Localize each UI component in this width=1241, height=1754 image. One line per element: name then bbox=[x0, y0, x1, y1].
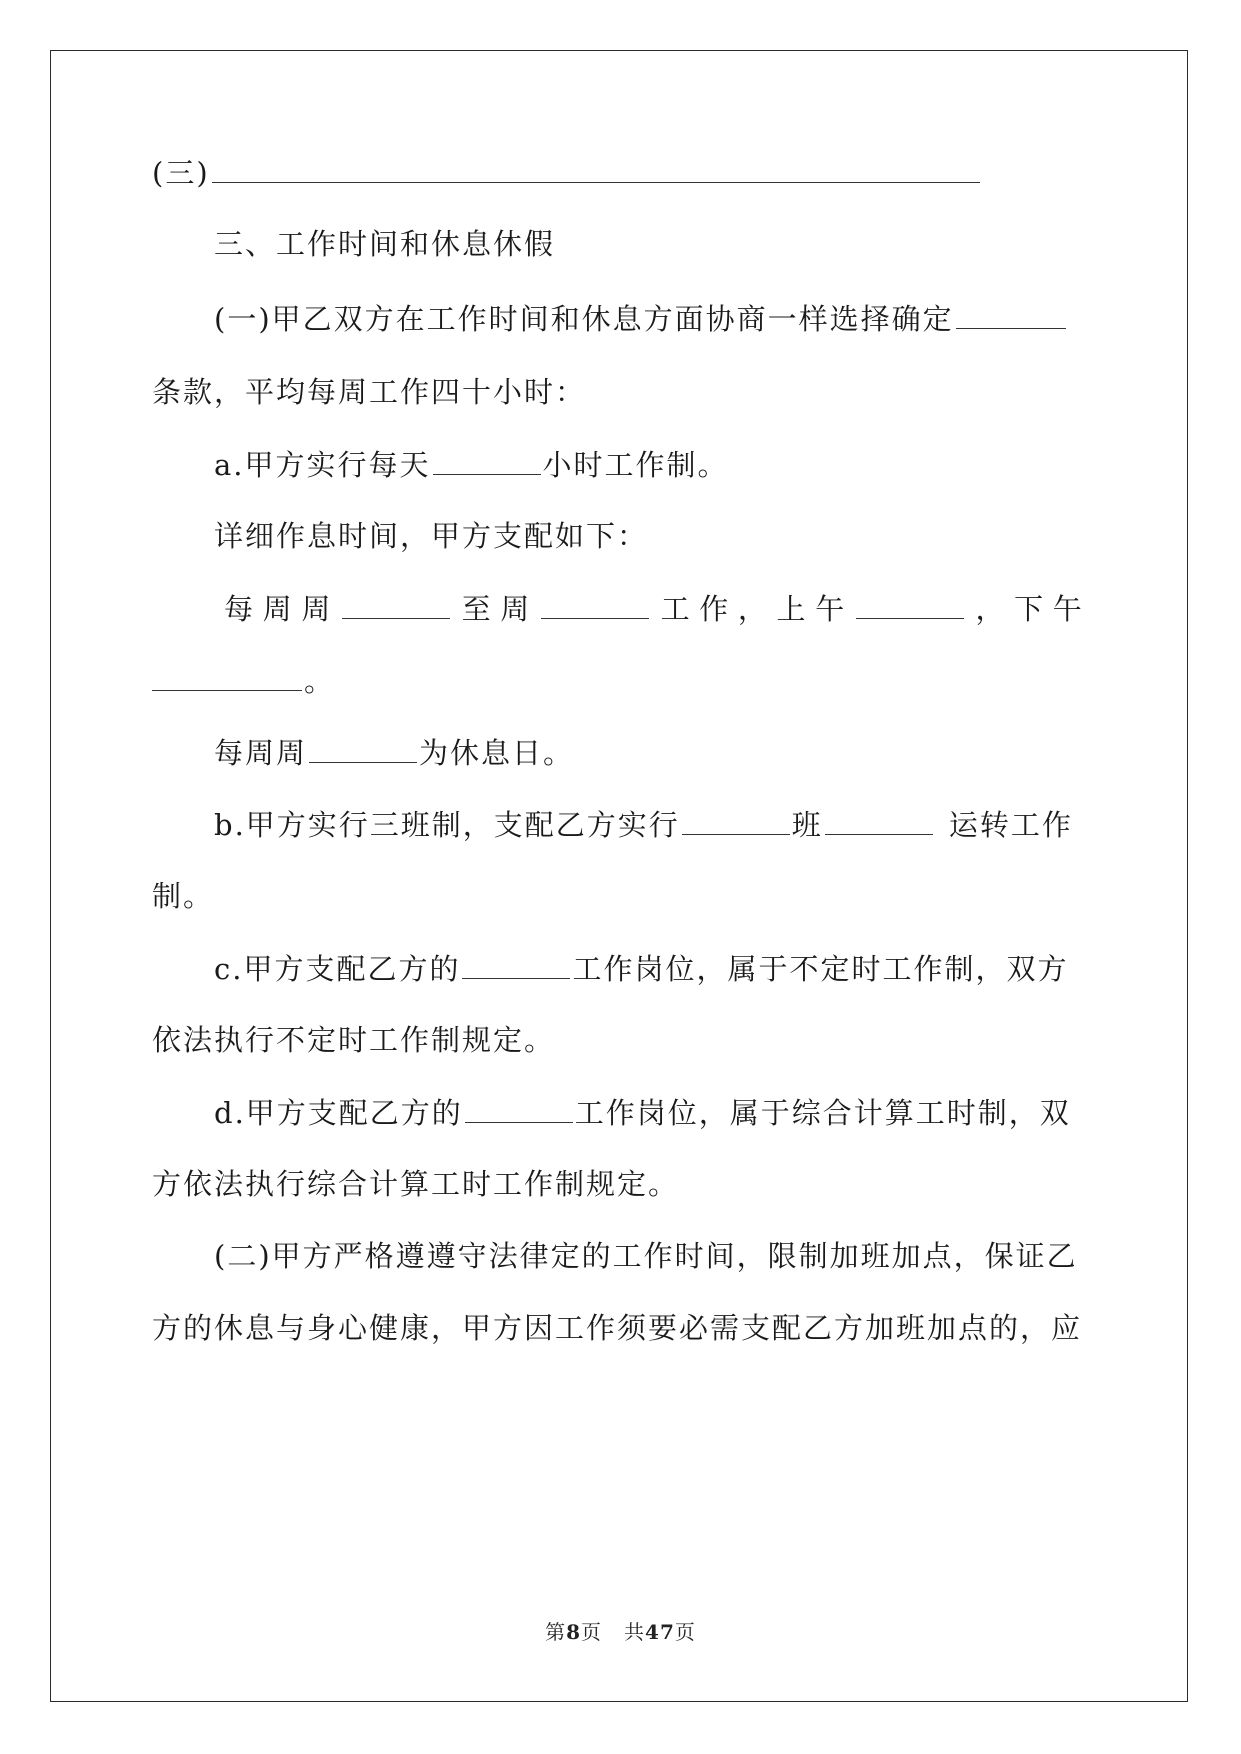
text-line-6 bbox=[152, 516, 1082, 556]
word: 下 bbox=[1014, 592, 1044, 626]
text-line-17 bbox=[152, 1308, 1082, 1348]
word: 周 bbox=[500, 592, 530, 626]
paragraph-text: 制。 bbox=[152, 879, 215, 913]
fill-in-blank[interactable] bbox=[433, 444, 541, 475]
text-line-3 bbox=[152, 298, 1082, 338]
text-line-11 bbox=[152, 876, 1082, 916]
paragraph-text: 每周周 bbox=[214, 736, 308, 770]
text-line-14 bbox=[152, 1092, 1082, 1132]
text-line-15 bbox=[152, 1164, 1082, 1204]
text-line-9 bbox=[152, 732, 1082, 772]
paragraph-text: 。 bbox=[304, 664, 336, 698]
fill-in-blank[interactable] bbox=[956, 298, 1066, 329]
text-line-7 bbox=[224, 588, 1082, 628]
text-line-10 bbox=[152, 804, 1082, 844]
paragraph-text: a.甲方实行每天 bbox=[214, 448, 431, 482]
paragraph-text: 运转工作 bbox=[948, 808, 1073, 842]
fill-in-blank[interactable] bbox=[856, 588, 964, 619]
paragraph-text: 小时工作制。 bbox=[542, 448, 729, 482]
fill-in-blank[interactable] bbox=[342, 588, 450, 619]
section-label: (三) bbox=[152, 156, 210, 190]
fill-in-blank[interactable] bbox=[212, 152, 980, 183]
paragraph-text: 为休息日。 bbox=[419, 736, 575, 770]
fill-in-blank[interactable] bbox=[682, 804, 790, 835]
paragraph-text: 方依法执行综合计算工时工作制规定。 bbox=[152, 1167, 680, 1201]
text-line-13 bbox=[152, 1020, 1082, 1060]
section-heading bbox=[152, 224, 1082, 264]
heading-text: 三、工作时间和休息休假 bbox=[214, 227, 556, 261]
paragraph-text: 详细作息时间，甲方支配如下： bbox=[214, 519, 649, 553]
paragraph-text: 工作岗位，属于不定时工作制，双方 bbox=[572, 952, 1069, 986]
footer-text: 页 bbox=[674, 1620, 696, 1644]
text-line-4 bbox=[152, 372, 1082, 412]
word: 每 bbox=[224, 592, 254, 626]
footer-text: 第 bbox=[545, 1620, 567, 1644]
paragraph-text: (一)甲乙双方在工作时间和休息方面协商一样选择确定 bbox=[214, 302, 954, 336]
word: 作 bbox=[699, 592, 729, 626]
page-number: 8 bbox=[566, 1620, 582, 1644]
fill-in-blank[interactable] bbox=[541, 588, 649, 619]
word: 午 bbox=[815, 592, 845, 626]
text-line-5 bbox=[152, 444, 1082, 484]
text-line-1 bbox=[152, 152, 1082, 192]
page-footer bbox=[0, 1616, 1241, 1645]
word: ， bbox=[975, 592, 1005, 626]
fill-in-blank[interactable] bbox=[152, 660, 302, 691]
fill-in-blank[interactable] bbox=[309, 732, 417, 763]
paragraph-text: b.甲方实行三班制，支配乙方实行 bbox=[214, 808, 680, 842]
paragraph-text: 班 bbox=[791, 808, 823, 842]
paragraph-text: 工作岗位，属于综合计算工时制，双 bbox=[574, 1096, 1071, 1130]
fill-in-blank[interactable] bbox=[465, 1092, 573, 1123]
paragraph-text: c.甲方支配乙方的 bbox=[214, 952, 461, 986]
fill-in-blank[interactable] bbox=[462, 948, 570, 979]
footer-text: 页 bbox=[581, 1620, 603, 1644]
paragraph-text: 条款，平均每周工作四十小时： bbox=[152, 375, 587, 409]
text-line-16 bbox=[152, 1236, 1082, 1276]
text-line-8 bbox=[152, 660, 1082, 700]
total-pages: 47 bbox=[645, 1620, 675, 1644]
word: 上 bbox=[776, 592, 806, 626]
paragraph-text: d.甲方支配乙方的 bbox=[214, 1096, 463, 1130]
fill-in-blank[interactable] bbox=[825, 804, 933, 835]
word: 午 bbox=[1052, 592, 1082, 626]
paragraph-text: (二)甲方严格遵遵守法律定的工作时间，限制加班加点，保证乙 bbox=[214, 1239, 1078, 1273]
text-line-12 bbox=[152, 948, 1082, 988]
footer-text: 共 bbox=[624, 1620, 646, 1644]
word: 至 bbox=[461, 592, 491, 626]
word: 工 bbox=[660, 592, 690, 626]
word: 周 bbox=[262, 592, 292, 626]
paragraph-text: 方的休息与身心健康，甲方因工作须要必需支配乙方加班加点的，应 bbox=[152, 1311, 1083, 1345]
paragraph-text: 依法执行不定时工作制规定。 bbox=[152, 1023, 556, 1057]
word: 周 bbox=[301, 592, 331, 626]
word: ， bbox=[737, 592, 767, 626]
